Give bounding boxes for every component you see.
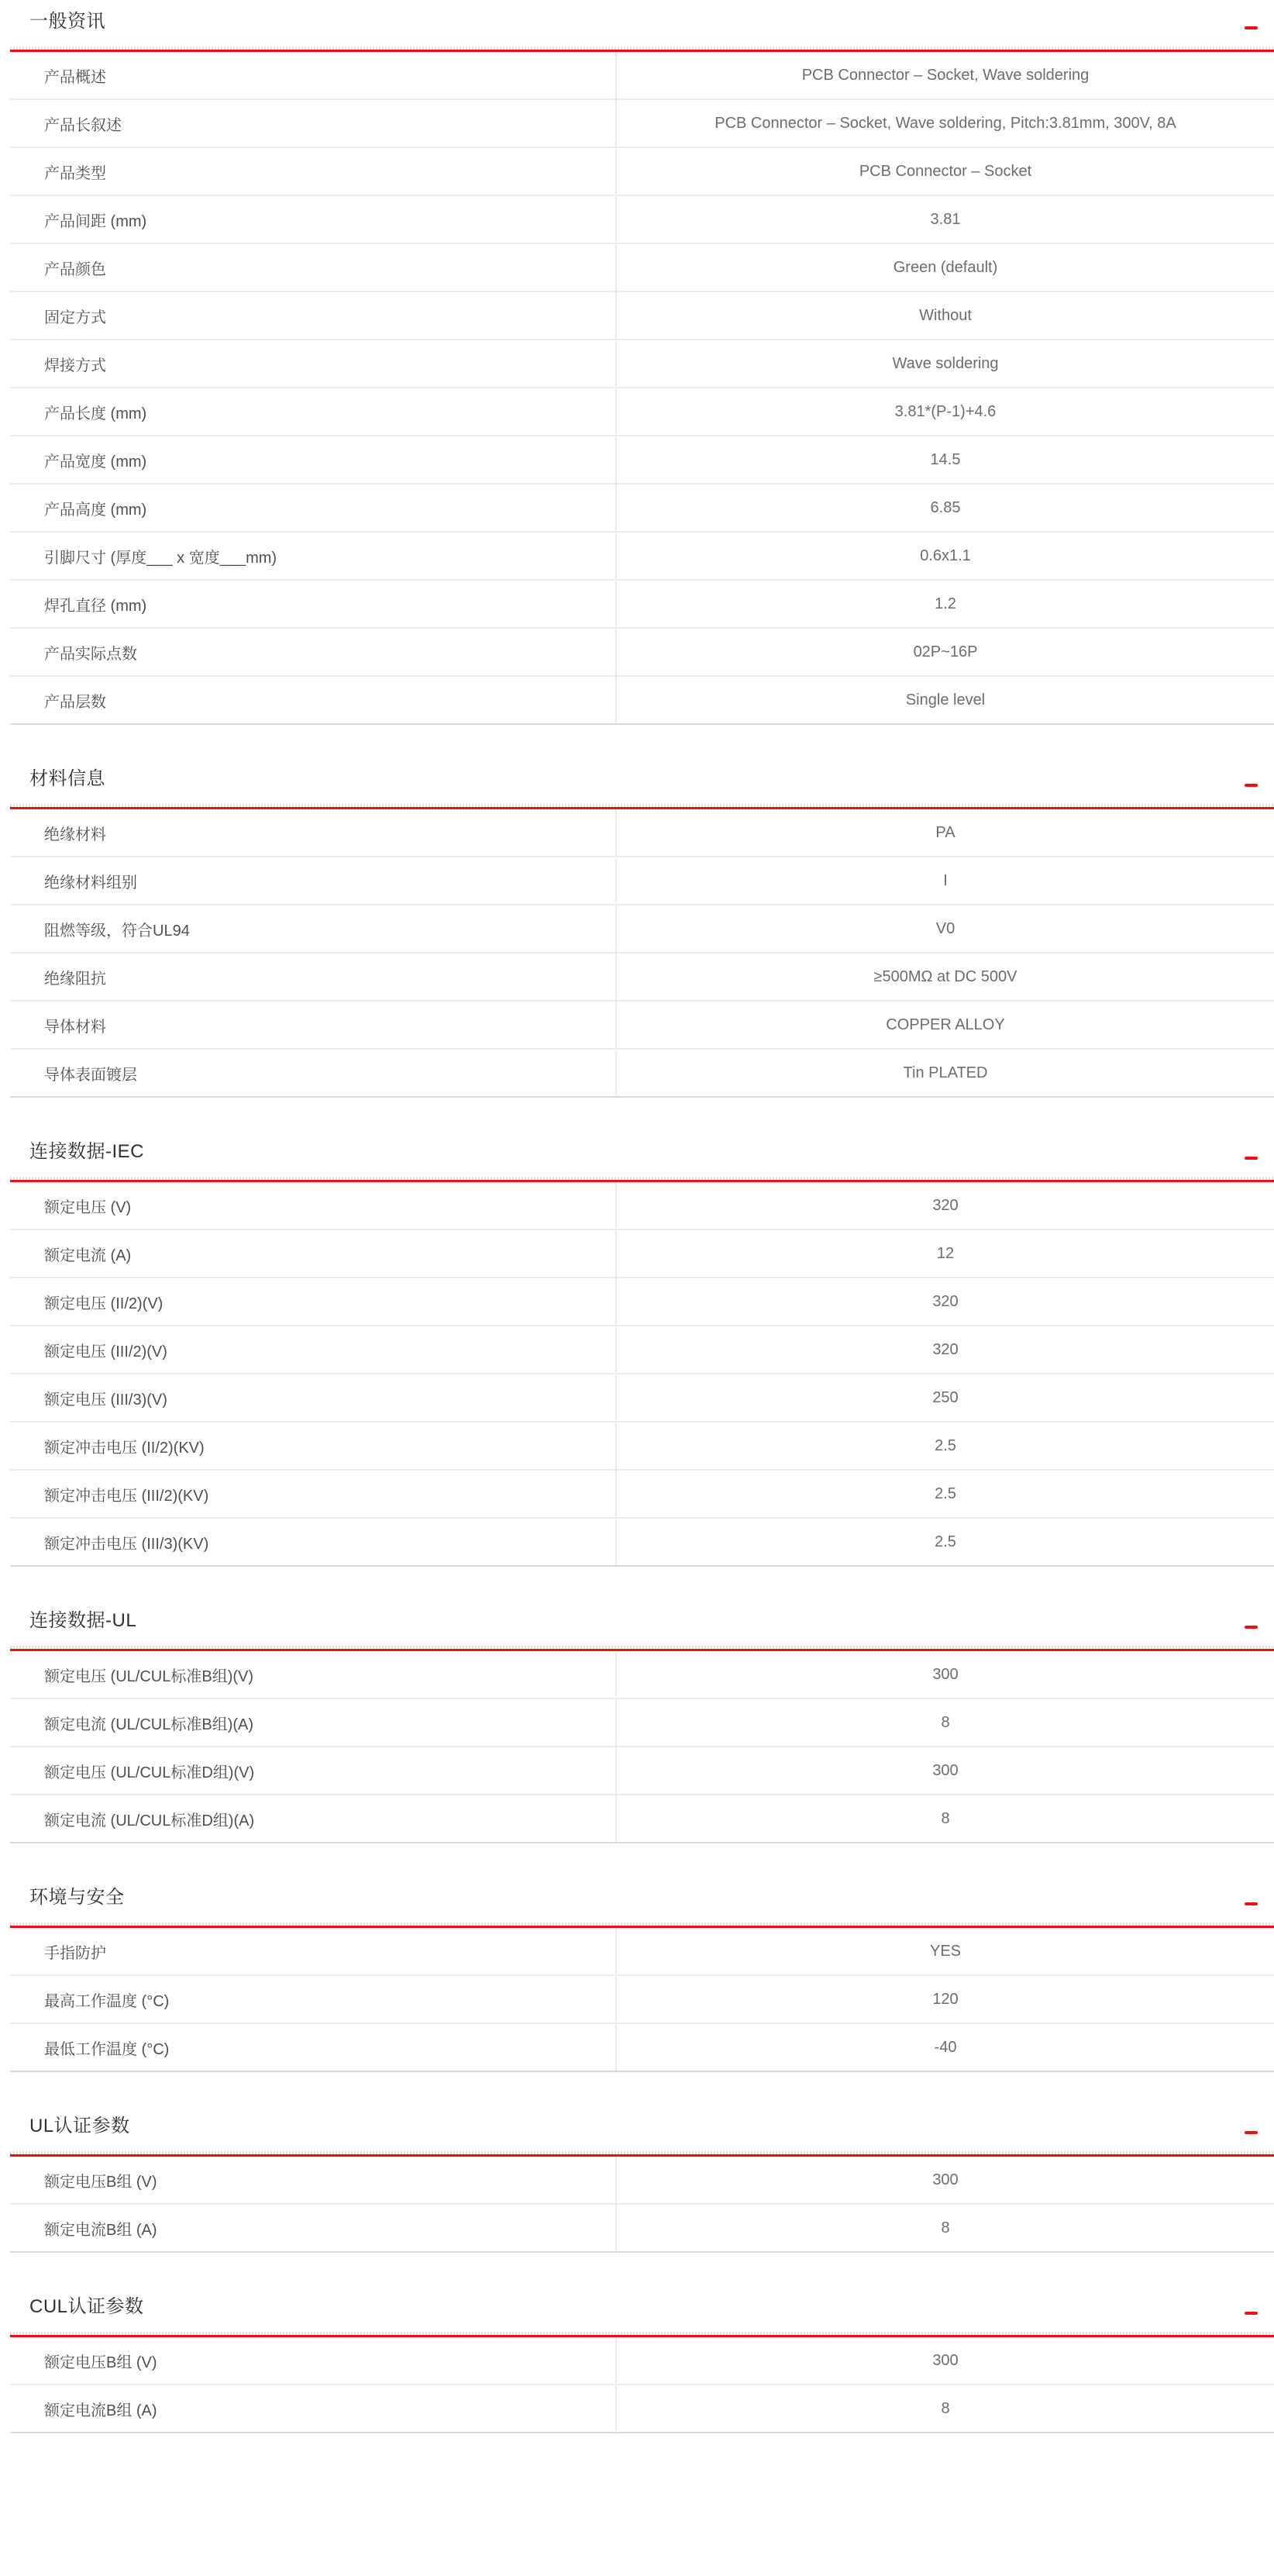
spec-label: 绝缘材料组别 — [10, 857, 617, 904]
table-row — [10, 1050, 1274, 1098]
spec-value: 0.6x1.1 — [920, 547, 971, 564]
spec-value: PCB Connector – Socket — [859, 162, 1032, 180]
table-row — [10, 1699, 1274, 1747]
collapse-minus-icon[interactable] — [1245, 26, 1258, 29]
spec-value: 300 — [932, 2171, 959, 2188]
spec-value: Without — [919, 306, 972, 324]
table-row — [10, 2205, 1274, 2253]
table-row — [10, 2337, 1274, 2385]
spec-value: 1.2 — [935, 595, 956, 612]
spec-section — [10, 1885, 1274, 2072]
spec-section — [10, 2114, 1274, 2253]
table-row — [10, 1976, 1274, 2024]
table-row — [10, 148, 1274, 196]
table-row — [10, 1326, 1274, 1374]
spec-rows — [10, 1928, 1274, 2072]
spec-label: 额定冲击电压 (III/3)(KV) — [10, 1519, 617, 1565]
spec-label: 额定电流B组 (A) — [10, 2385, 617, 2432]
spec-value: PCB Connector – Socket, Wave soldering — [801, 66, 1090, 84]
spec-label: 产品高度 (mm) — [10, 485, 617, 531]
spec-label: 焊接方式 — [10, 340, 617, 387]
spec-value: 8 — [941, 1713, 950, 1731]
spec-label: 产品类型 — [10, 148, 617, 195]
section-header — [10, 9, 1274, 34]
spec-value: 8 — [941, 1809, 950, 1827]
spec-value: 6.85 — [930, 498, 961, 516]
spec-label: 导体表面镀层 — [10, 1050, 617, 1096]
spec-rows — [10, 52, 1274, 725]
section-title: 材料信息 — [29, 768, 105, 789]
table-row — [10, 1374, 1274, 1422]
spec-label: 引脚尺寸 (厚度___ x 宽度___mm) — [10, 533, 617, 579]
spec-label: 额定电流B组 (A) — [10, 2205, 617, 2251]
spec-value: I — [943, 871, 948, 889]
table-row — [10, 1182, 1274, 1230]
table-row — [10, 1928, 1274, 1976]
spec-value: Wave soldering — [892, 354, 999, 372]
table-row — [10, 1795, 1274, 1843]
section-title: 一般资讯 — [29, 11, 105, 32]
spec-rows — [10, 2337, 1274, 2433]
spec-section — [10, 1140, 1274, 1567]
section-header — [10, 2295, 1274, 2319]
spec-label: 绝缘材料 — [10, 809, 617, 856]
spec-label: 阻燃等级，符合UL94 — [10, 905, 617, 952]
section-title: 环境与安全 — [29, 1887, 125, 1908]
spec-value: 320 — [932, 1196, 959, 1214]
table-row — [10, 436, 1274, 485]
spec-rows — [10, 1182, 1274, 1567]
spec-value: PA — [935, 823, 956, 841]
spec-label: 额定电流 (UL/CUL标准D组)(A) — [10, 1795, 617, 1842]
table-row — [10, 629, 1274, 677]
spec-value: 2.5 — [935, 1436, 956, 1454]
spec-label: 产品层数 — [10, 677, 617, 723]
spec-rows — [10, 809, 1274, 1098]
spec-label: 绝缘阻抗 — [10, 953, 617, 1000]
spec-value: 300 — [932, 1665, 959, 1683]
spec-label: 额定冲击电压 (II/2)(KV) — [10, 1422, 617, 1469]
spec-label: 手指防护 — [10, 1928, 617, 1974]
spec-value: PCB Connector – Socket, Wave soldering, Pitch:3.81mm, 300V, 8A — [714, 114, 1176, 132]
table-row — [10, 1278, 1274, 1326]
table-row — [10, 953, 1274, 1002]
spec-label: 额定电压 (III/2)(V) — [10, 1326, 617, 1373]
table-row — [10, 340, 1274, 388]
spec-value: ≥500MΩ at DC 500V — [873, 967, 1017, 985]
spec-label: 额定电流 (UL/CUL标准B组)(A) — [10, 1699, 617, 1746]
spec-section — [10, 2295, 1274, 2433]
table-row — [10, 677, 1274, 725]
spec-value: 14.5 — [930, 450, 961, 468]
section-header — [10, 1885, 1274, 1910]
collapse-minus-icon[interactable] — [1245, 2131, 1258, 2134]
section-title: UL认证参数 — [29, 2116, 130, 2136]
table-row — [10, 52, 1274, 100]
table-row — [10, 533, 1274, 581]
spec-label: 产品宽度 (mm) — [10, 436, 617, 483]
section-header — [10, 767, 1274, 791]
section-title: 连接数据-IEC — [29, 1141, 144, 1162]
spec-value: 320 — [932, 1340, 959, 1358]
spec-value: 12 — [936, 1244, 955, 1262]
table-row — [10, 1747, 1274, 1795]
collapse-minus-icon[interactable] — [1245, 2312, 1258, 2315]
table-row — [10, 2157, 1274, 2205]
section-header — [10, 1140, 1274, 1164]
spec-label: 额定电压 (UL/CUL标准D组)(V) — [10, 1747, 617, 1794]
collapse-minus-icon[interactable] — [1245, 784, 1258, 787]
spec-label: 固定方式 — [10, 292, 617, 339]
spec-value: 2.5 — [935, 1533, 956, 1550]
table-row — [10, 196, 1274, 244]
spec-value: Tin PLATED — [903, 1064, 988, 1081]
spec-value: -40 — [934, 2038, 957, 2056]
spec-value: Green (default) — [893, 258, 998, 276]
spec-label: 额定电压 (II/2)(V) — [10, 1278, 617, 1325]
collapse-minus-icon[interactable] — [1245, 1626, 1258, 1629]
section-title: CUL认证参数 — [29, 2296, 144, 2317]
spec-value: 8 — [941, 2399, 950, 2417]
spec-label: 额定冲击电压 (III/2)(KV) — [10, 1471, 617, 1517]
spec-value: 320 — [932, 1292, 959, 1310]
spec-rows — [10, 2157, 1274, 2253]
spec-section — [10, 9, 1274, 725]
spec-label: 最高工作温度 (°C) — [10, 1976, 617, 2023]
spec-rows — [10, 1651, 1274, 1843]
spec-value: V0 — [935, 919, 956, 937]
spec-label: 焊孔直径 (mm) — [10, 581, 617, 627]
table-row — [10, 1002, 1274, 1050]
spec-value: 250 — [932, 1388, 959, 1406]
section-header — [10, 1609, 1274, 1633]
table-row — [10, 100, 1274, 148]
table-row — [10, 388, 1274, 436]
spec-label: 产品概述 — [10, 52, 617, 98]
section-header — [10, 2114, 1274, 2139]
collapse-minus-icon[interactable] — [1245, 1902, 1258, 1905]
table-row — [10, 2024, 1274, 2072]
spec-value: 3.81 — [930, 210, 961, 228]
spec-value: 120 — [932, 1990, 959, 2008]
spec-label: 额定电压 (V) — [10, 1182, 617, 1229]
spec-value: 02P~16P — [913, 643, 978, 660]
spec-value: 300 — [932, 1761, 959, 1779]
spec-value: 300 — [932, 2351, 959, 2369]
spec-label: 产品长叙述 — [10, 100, 617, 147]
table-row — [10, 2385, 1274, 2433]
spec-label: 最低工作温度 (°C) — [10, 2024, 617, 2071]
table-row — [10, 244, 1274, 292]
spec-value: Single level — [905, 691, 986, 709]
table-row — [10, 581, 1274, 629]
spec-value: YES — [929, 1942, 962, 1960]
spec-label: 产品颜色 — [10, 244, 617, 291]
spec-label: 产品实际点数 — [10, 629, 617, 675]
collapse-minus-icon[interactable] — [1245, 1157, 1258, 1160]
spec-label: 额定电压B组 (V) — [10, 2157, 617, 2203]
spec-label: 额定电压 (III/3)(V) — [10, 1374, 617, 1421]
spec-value: 2.5 — [935, 1485, 956, 1502]
spec-value: COPPER ALLOY — [886, 1016, 1005, 1033]
table-row — [10, 292, 1274, 340]
table-row — [10, 1519, 1274, 1567]
spec-label: 产品长度 (mm) — [10, 388, 617, 435]
spec-section — [10, 1609, 1274, 1843]
table-row — [10, 857, 1274, 905]
spec-section — [10, 767, 1274, 1098]
spec-label: 导体材料 — [10, 1002, 617, 1048]
spec-value: 3.81*(P-1)+4.6 — [894, 402, 997, 420]
table-row — [10, 1230, 1274, 1278]
section-title: 连接数据-UL — [29, 1610, 137, 1631]
table-row — [10, 1651, 1274, 1699]
spec-value: 8 — [941, 2219, 950, 2236]
table-row — [10, 809, 1274, 857]
spec-label: 额定电流 (A) — [10, 1230, 617, 1277]
spec-label: 额定电压 (UL/CUL标准B组)(V) — [10, 1651, 617, 1698]
table-row — [10, 905, 1274, 953]
spec-label: 产品间距 (mm) — [10, 196, 617, 243]
table-row — [10, 1422, 1274, 1471]
spec-label: 额定电压B组 (V) — [10, 2337, 617, 2384]
table-row — [10, 485, 1274, 533]
table-row — [10, 1471, 1274, 1519]
